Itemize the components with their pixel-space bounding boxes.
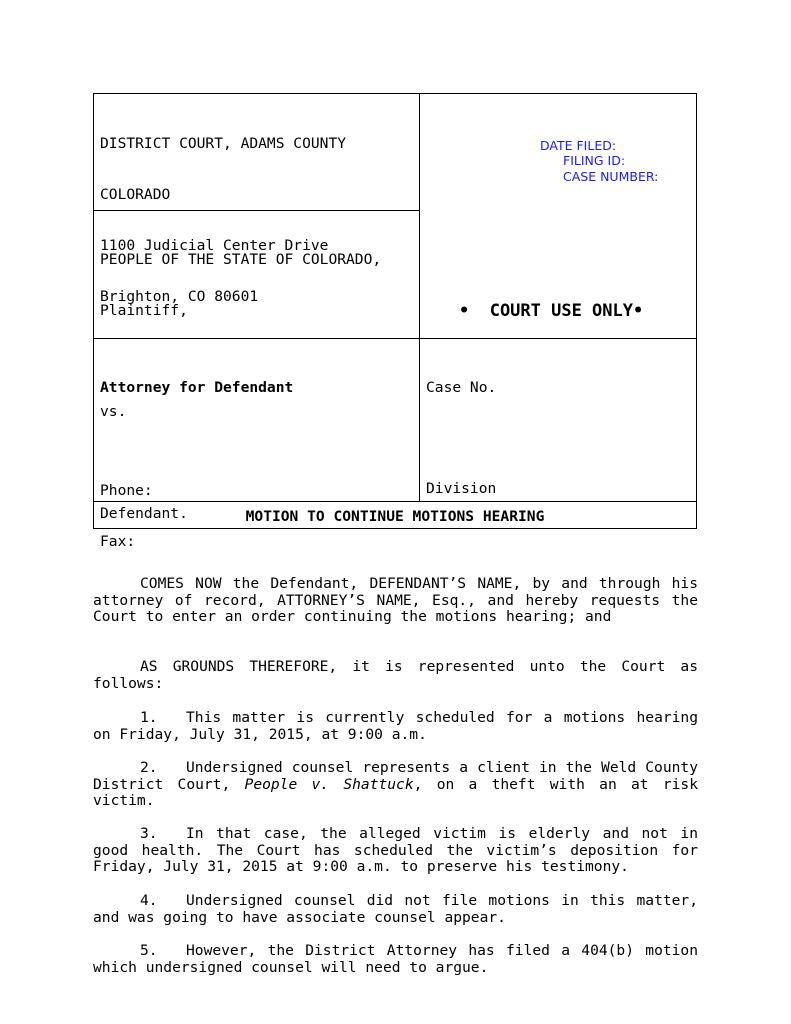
paragraph-text: In that case, the alleged victim is elderly and not in good health. The Court has scheduled the victim’s deposition for Friday, July 31, 2015 at 9:00 a.m. to preserve his testimony. [93, 825, 698, 876]
caption-vertical-divider [419, 94, 420, 501]
fax-label: Fax: [100, 533, 136, 550]
court-state-line: COLORADO [100, 186, 171, 203]
plaintiff-label: Plaintiff, [100, 302, 188, 319]
case-info-block [426, 345, 496, 531]
phone-label: Phone: [100, 482, 153, 499]
numbered-paragraph-3 [93, 826, 698, 876]
paragraph-text: Undersigned counsel represents a client in the Weld County District Court, [93, 759, 698, 793]
numbered-paragraph-1 [93, 710, 698, 743]
grounds-text: AS GROUNDS THEREFORE, it is represented unto the Court as follows: [93, 658, 698, 692]
court-street-line: 1100 Judicial Center Drive [100, 237, 329, 254]
paragraph-number: 3. [140, 825, 158, 842]
paragraph-number: 4. [140, 892, 158, 909]
numbered-paragraph-2 [93, 760, 698, 810]
paragraph-text: However, the District Attorney has filed a 404(b) motion which undersigned counsel will need to argue. [93, 942, 698, 976]
court-name-line: DISTRICT COURT, ADAMS COUNTY [100, 135, 347, 152]
paragraph-number: 2. [140, 759, 158, 776]
case-caption-table [93, 93, 697, 550]
versus-label: vs. [100, 403, 127, 420]
filing-id-label: FILING ID: [563, 153, 626, 168]
attorney-heading: Attorney for Defendant [100, 379, 294, 396]
case-number-label: CASE NUMBER: [563, 169, 659, 184]
intro-paragraph [93, 576, 698, 626]
paragraph-number: 5. [140, 942, 158, 959]
paragraph-text-continued: , on a theft with an at risk victim. [93, 775, 698, 810]
court-use-only-label: • COURT USE ONLY• [459, 301, 644, 321]
motion-title: MOTION TO CONTINUE MOTIONS HEARING [245, 508, 545, 525]
court-city-line: Brighton, CO 80601 [100, 288, 259, 305]
intro-text: COMES NOW the Defendant, DEFENDANT’S NAME, by and through his attorney of record, ATTORNEY’S NAME, Esq., and hereby requests the Court to enter an order continuing the motions hearing; and [93, 575, 698, 626]
defendant-label: Defendant. [100, 505, 188, 522]
case-name-citation: People v. Shattuck [244, 775, 414, 793]
attorney-block [100, 345, 293, 584]
people-line: PEOPLE OF THE STATE OF COLORADO, [100, 251, 382, 268]
paragraph-text: Undersigned counsel did not file motions in this matter, and was going to have associate counsel appear. [93, 892, 698, 926]
division-label: Division [426, 480, 497, 497]
paragraph-number: 1. [140, 709, 158, 726]
date-filed-label: DATE FILED: [540, 138, 617, 153]
case-no-label: Case No. [426, 379, 497, 396]
numbered-paragraph-5 [93, 943, 698, 976]
paragraph-text: This matter is currently scheduled for a motions hearing on Friday, July 31, 2015, at 9:00 a.m. [93, 709, 698, 743]
grounds-paragraph [93, 659, 698, 692]
numbered-paragraph-4 [93, 893, 698, 926]
